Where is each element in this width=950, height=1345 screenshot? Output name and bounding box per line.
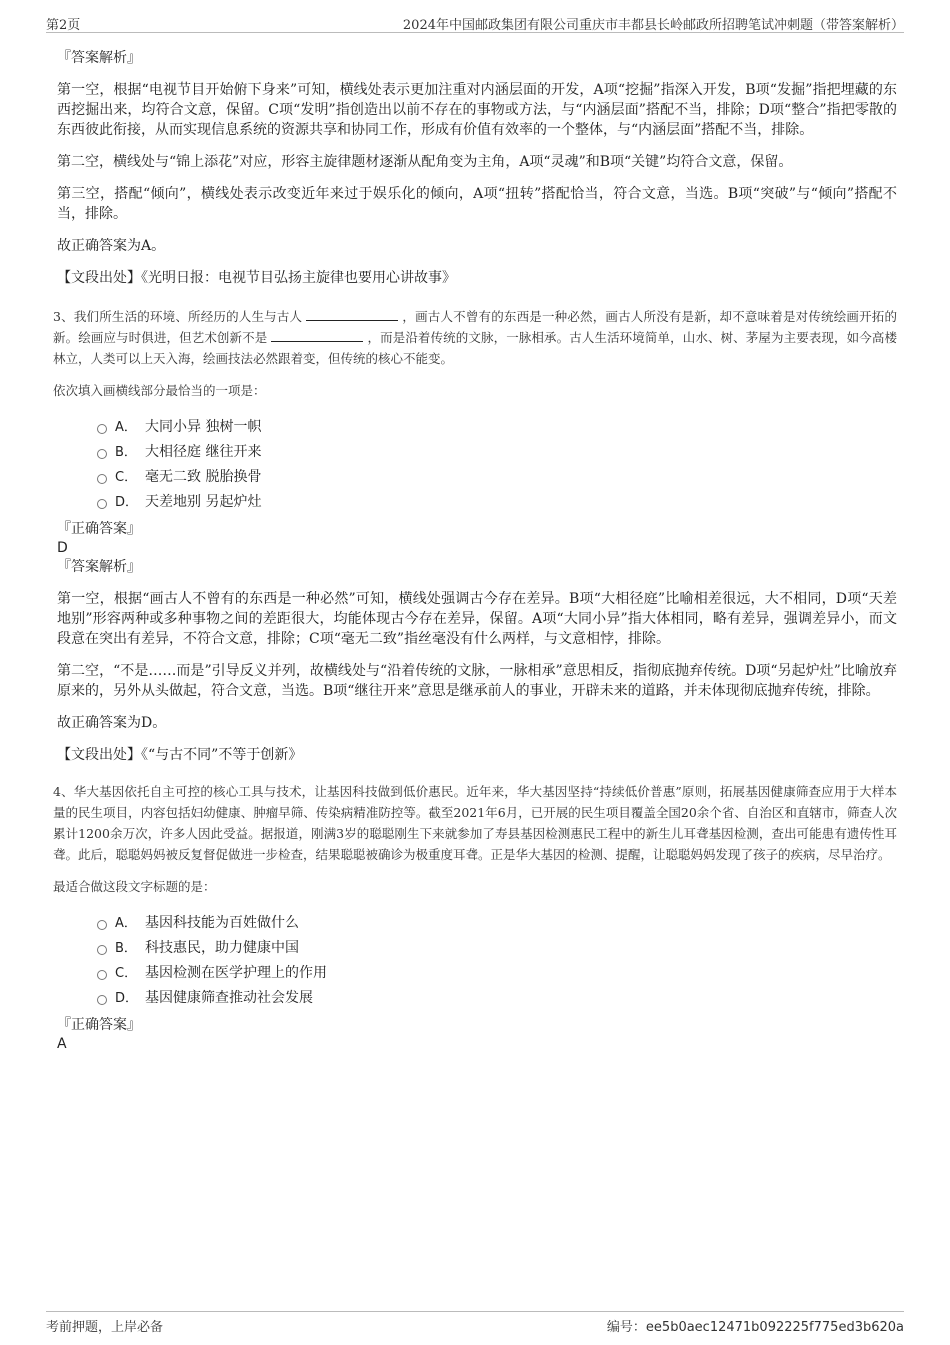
q3-conclusion: 故正确答案为D。 bbox=[57, 715, 167, 731]
q3-blank-2 bbox=[271, 328, 363, 342]
q3-analysis-label: 『答案解析』 bbox=[57, 559, 141, 575]
q3-option-a[interactable]: A． 大同小异 独树一帜 bbox=[57, 415, 897, 440]
radio-icon[interactable] bbox=[97, 474, 107, 484]
q2-analysis-p2: 第二空，横线处与“锦上添花”对应，形容主旋律题材逐渐从配角变为主角，A项“灵魂”和B项“关键”均符合文意，保留。 bbox=[57, 154, 793, 170]
q4-option-a[interactable]: A． 基因科技能为百姓做什么 bbox=[57, 911, 897, 936]
q3-stem: 3、我们所生活的环境、所经历的人生与古人 ，画古人不曾有的东西是一种必然，画古人所没有是新，却不意味着是对传统绘画开拓的新。绘画应与时俱进，但艺术创新不是 ，而是沿着传统的文脉，一脉相承。古人生活环境简单，山水、树、茅屋为主要表现，如今高楼林立，人类可以上天入海，绘画技法必然跟着变，但传统的核心不能变。 bbox=[53, 309, 897, 366]
q3-option-b[interactable]: B． 大相径庭 继往开来 bbox=[57, 440, 897, 465]
q3-answer-label: 『正确答案』 bbox=[57, 521, 141, 537]
q2-analysis-label: 『答案解析』 bbox=[57, 50, 141, 66]
q3-option-d[interactable]: D． 天差地别 另起炉灶 bbox=[57, 490, 897, 515]
q4-stem: 4、华大基因依托自主可控的核心工具与技术，让基因科技做到低价惠民。近年来，华大基因坚持“持续低价普惠”原则，拓展基因健康筛查应用于大样本量的民生项目，内容包括妇幼健康、肿瘤早筛、传染病精准防控等。截至2021年6月，已开展的民生项目覆盖全国20余个省、自治区和直辖市，筛查人次累计1200余万次，许多人因此受益。据报道，刚满3岁的聪聪刚生下来就参加了寿县基因检测惠民工程中的新生儿耳聋基因检测，查出可能患有遗传性耳聋。此后，聪聪妈妈被反复督促做进一步检查，结果聪聪被确诊为极重度耳聋。正是华大基因的检测、提醒，让聪聪妈妈发现了孩子的疾病，尽早治疗。 bbox=[53, 784, 897, 862]
q4-option-d[interactable]: D． 基因健康筛查推动社会发展 bbox=[57, 986, 897, 1011]
document-title: 2024年中国邮政集团有限公司重庆市丰都县长岭邮政所招聘笔试冲刺题（带答案解析） bbox=[402, 18, 904, 33]
q4-prompt: 最适合做这段文字标题的是： bbox=[53, 879, 216, 894]
q2-source: 【文段出处】《光明日报：电视节目弘扬主旋律也要用心讲故事》 bbox=[57, 270, 456, 286]
radio-icon[interactable] bbox=[97, 995, 107, 1005]
q2-analysis-p1: 第一空，根据“电视节目开始俯下身来”可知，横线处表示更加注重对内涵层面的开发，A项“挖掘”指深入开发，B项“发掘”指把埋藏的东西挖掘出来，均符合文意，保留。C项“发明”指创造出以前不存在的事物或方法，与“内涵层面”搭配不当，排除；D项“整合”指把零散的东西彼此衔接，从而实现信息系统的资源共享和协同工作，形成有价值有效率的一个整体，与“内涵层面”搭配不当，排除。 bbox=[57, 82, 897, 138]
radio-icon[interactable] bbox=[97, 499, 107, 509]
page-footer bbox=[46, 1311, 904, 1334]
q3-prompt: 依次填入画横线部分最恰当的一项是： bbox=[53, 383, 266, 398]
radio-icon[interactable] bbox=[97, 424, 107, 434]
q4-option-b[interactable]: B． 科技惠民，助力健康中国 bbox=[57, 936, 897, 961]
page-number: 第2页 bbox=[46, 18, 81, 33]
radio-icon[interactable] bbox=[97, 920, 107, 930]
radio-icon[interactable] bbox=[97, 449, 107, 459]
radio-icon[interactable] bbox=[97, 945, 107, 955]
q3-blank-1 bbox=[306, 307, 398, 321]
q3-analysis-p2: 第二空，“不是……而是”引导反义并列，故横线处与“沿着传统的文脉，一脉相承”意思相反，指彻底抛弃传统。D项“另起炉灶”比喻放弃原来的，另外从头做起，符合文意，当选。B项“继往开来”意思是继承前人的事业，开辟未来的道路，并未体现彻底抛弃传统，排除。 bbox=[57, 663, 897, 699]
q3-analysis-p1: 第一空，根据“画古人不曾有的东西是一种必然”可知，横线处强调古今存在差异。B项“大相径庭”比喻相差很远，大不相同，D项“天差地别”形容两种或多种事物之间的差距很大，均能体现古今存在差异，保留。A项“大同小异”指大体相同，略有差异，强调差异小，而文段意在突出有差异，不符合文意，排除；C项“毫无二致”指丝毫没有什么两样，与文意相悖，排除。 bbox=[57, 591, 897, 647]
footer-serial: 编号：ee5b0aec12471b092225f775ed3b620a bbox=[606, 1320, 904, 1335]
q4-answer-label: 『正确答案』 bbox=[57, 1017, 141, 1033]
q3-option-c[interactable]: C． 毫无二致 脱胎换骨 bbox=[57, 465, 897, 490]
page-content bbox=[53, 44, 897, 1053]
q2-analysis-p3: 第三空，搭配“倾向”，横线处表示改变近年来过于娱乐化的倾向，A项“扭转”搭配恰当，符合文意，当选。B项“突破”与“倾向”搭配不当，排除。 bbox=[57, 186, 897, 222]
page-header bbox=[46, 12, 904, 33]
radio-icon[interactable] bbox=[97, 970, 107, 980]
q3-source: 【文段出处】《“与古不同”不等于创新》 bbox=[57, 747, 303, 763]
q2-conclusion: 故正确答案为A。 bbox=[57, 238, 166, 254]
q3-answer: D bbox=[57, 540, 68, 556]
q4-answer: A bbox=[57, 1036, 67, 1052]
footer-slogan: 考前押题，上岸必备 bbox=[46, 1320, 164, 1335]
q4-options bbox=[57, 911, 897, 1011]
q4-option-c[interactable]: C． 基因检测在医学护理上的作用 bbox=[57, 961, 897, 986]
q3-options bbox=[57, 415, 897, 515]
